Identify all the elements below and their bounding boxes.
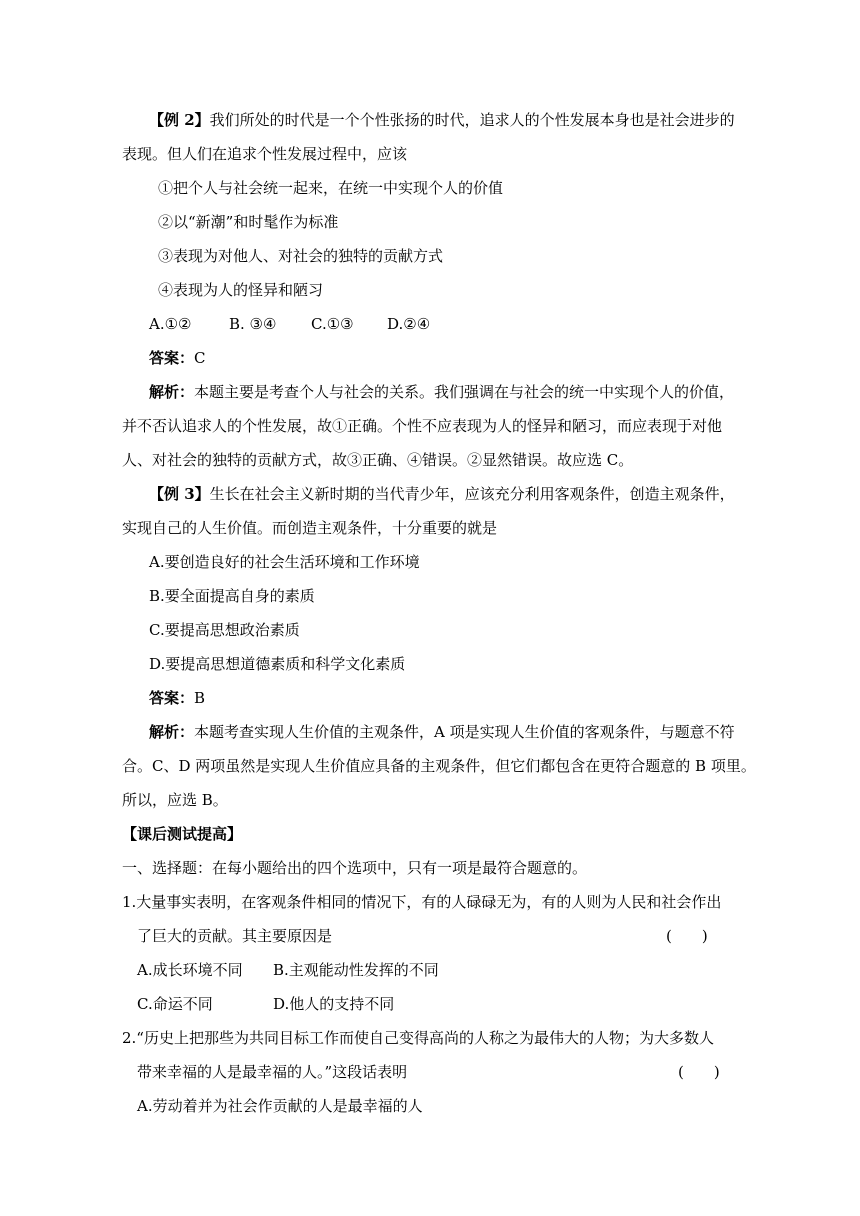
example2-analysis-line2: 并不否认追求人的个性发展，故①正确。个性不应表现为人的怪异和陋习，而应表现于对他: [122, 417, 723, 435]
example3-answer: [149, 688, 205, 708]
example2-stem-line1: [149, 110, 735, 130]
q2-stem-line2: 带来幸福的人是最幸福的人。”这段话表明: [137, 1063, 408, 1081]
q1-option-a: A.成长环境不同: [137, 961, 243, 979]
example3-option-c: C.要提高思想政治素质: [149, 621, 300, 639]
q1-option-b: B.主观能动性发挥的不同: [273, 961, 439, 979]
example3-analysis-text: 本题考查实现人生价值的主观条件，A 项是实现人生价值的客观条件，与题意不符: [194, 723, 735, 741]
example2-item-3: ③表现为对他人、对社会的独特的贡献方式: [158, 247, 444, 265]
example3-option-a: A.要创造良好的社会生活环境和工作环境: [149, 553, 420, 571]
q1-option-c: C.命运不同: [137, 995, 213, 1013]
example3-option-d: D.要提高思想道德素质和科学文化素质: [149, 655, 406, 673]
q1-options-row2: [137, 994, 394, 1014]
example2-analysis-label: 解析：: [149, 383, 195, 401]
section-instruction: 一、选择题：在每小题给出的四个选项中，只有一项是最符合题意的。: [122, 859, 588, 877]
example2-options: [149, 314, 430, 334]
example3-tag: 【例 3】: [149, 485, 210, 503]
example2-item-1: ①把个人与社会统一起来，在统一中实现个人的价值: [158, 179, 504, 197]
example2-option-a: A.①②: [149, 315, 192, 333]
example2-analysis-line1: [149, 382, 734, 402]
example3-analysis-label: 解析：: [149, 723, 195, 741]
example3-stem-line1: [149, 484, 735, 504]
q1-option-d: D.他人的支持不同: [273, 995, 395, 1013]
q1-stem-line2: 了巨大的贡献。其主要原因是: [137, 927, 333, 945]
example2-analysis-text: 本题主要是考查个人与社会的关系。我们强调在与社会的统一中实现个人的价值，: [194, 383, 735, 401]
example3-analysis-line2: 合。C、D 两项虽然是实现人生价值应具备的主观条件，但它们都包含在更符合题意的 B 项里。: [122, 757, 756, 775]
example3-answer-label: 答案：: [149, 689, 195, 707]
q2-option-a: A.劳动着并为社会作贡献的人是最幸福的人: [137, 1097, 423, 1115]
q2-stem-line1: 2.“历史上把那些为共同目标工作而使自己变得高尚的人称之为最伟大的人物；为大多数人: [122, 1029, 714, 1047]
q2-answer-blank: ( ): [678, 1063, 720, 1081]
example2-item-2: ②以“新潮”和时髦作为标准: [158, 213, 339, 231]
example2-option-b: B. ③④: [229, 315, 277, 333]
example3-stem-text: 生长在社会主义新时期的当代青少年，应该充分利用客观条件，创造主观条件，: [209, 485, 735, 503]
example2-option-d: D.②④: [387, 315, 431, 333]
example2-item-4: ④表现为人的怪异和陋习: [158, 281, 324, 299]
example2-answer-value: C: [194, 349, 206, 367]
example2-option-c: C.①③: [311, 315, 354, 333]
example3-answer-value: B: [194, 689, 206, 707]
example2-analysis-line3: 人、对社会的独特的贡献方式，故③正确、④错误。②显然错误。故应选 C。: [122, 451, 634, 469]
section-title: 【课后测试提高】: [122, 825, 243, 843]
example2-answer-label: 答案：: [149, 349, 195, 367]
example3-analysis-line3: 所以，应选 B。: [122, 791, 228, 809]
example2-tag: 【例 2】: [149, 111, 210, 129]
q1-options-row1: [137, 960, 439, 980]
example2-answer: [149, 348, 206, 368]
example2-stem-text: 我们所处的时代是一个个性张扬的时代，追求人的个性发展本身也是社会进步的: [209, 111, 735, 129]
q1-answer-blank: ( ): [666, 927, 708, 945]
example3-analysis-line1: [149, 722, 735, 742]
example3-stem-line2: 实现自己的人生价值。而创造主观条件，十分重要的就是: [122, 519, 498, 537]
example3-option-b: B.要全面提高自身的素质: [149, 587, 315, 605]
example2-stem-line2: 表现。但人们在追求个性发展过程中，应该: [122, 145, 408, 163]
q1-stem-line1: 1.大量事实表明，在客观条件相同的情况下，有的人碌碌无为，有的人则为人民和社会作出: [122, 893, 722, 911]
